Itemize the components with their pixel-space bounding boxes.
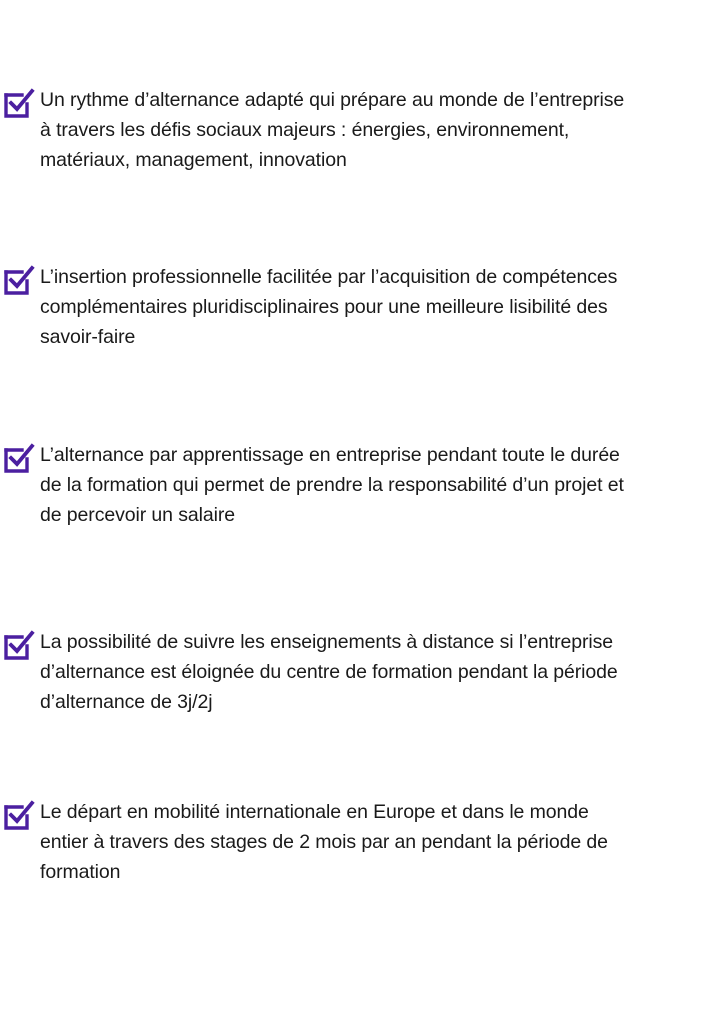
- list-item-text: [40, 440, 716, 530]
- text-line: entier à travers des stages de 2 mois par an pendant la période de: [40, 831, 608, 853]
- text-line: formation: [40, 861, 121, 883]
- text-line: L’alternance par apprentissage en entreprise pendant toute le durée: [40, 444, 620, 466]
- checked-box-icon: [2, 87, 35, 119]
- checked-box-icon: [2, 264, 35, 296]
- text-line: d’alternance est éloignée du centre de formation pendant la période: [40, 661, 618, 683]
- text-line: Un rythme d’alternance adapté qui prépare au monde de l’entreprise: [40, 89, 625, 111]
- list-item: [0, 85, 724, 195]
- text-line: complémentaires pluridisciplinaires pour une meilleure lisibilité des: [40, 296, 608, 318]
- text-line: Le départ en mobilité internationale en Europe et dans le monde: [40, 801, 589, 823]
- text-line: La possibilité de suivre les enseignements à distance si l’entreprise: [40, 631, 613, 653]
- list-item-text: [40, 85, 716, 175]
- text-line: à travers les défis sociaux majeurs : énergies, environnement,: [40, 119, 570, 141]
- text-line: L’insertion professionnelle facilitée par l’acquisition de compétences: [40, 266, 618, 288]
- list-item-text: [40, 262, 716, 352]
- checked-box-icon: [2, 799, 35, 831]
- list-item: [0, 440, 724, 550]
- list-item-text: [40, 627, 716, 717]
- text-line: de la formation qui permet de prendre la responsabilité d’un projet et: [40, 474, 624, 496]
- text-line: savoir-faire: [40, 326, 136, 348]
- text-line: de percevoir un salaire: [40, 504, 235, 526]
- checked-box-icon: [2, 629, 35, 661]
- text-line: d’alternance de 3j/2j: [40, 691, 213, 713]
- list-item: [0, 262, 724, 372]
- list-item: [0, 627, 724, 737]
- text-line: matériaux, management, innovation: [40, 149, 347, 171]
- checked-box-icon: [2, 442, 35, 474]
- list-item: [0, 797, 724, 907]
- list-item-text: [40, 797, 716, 887]
